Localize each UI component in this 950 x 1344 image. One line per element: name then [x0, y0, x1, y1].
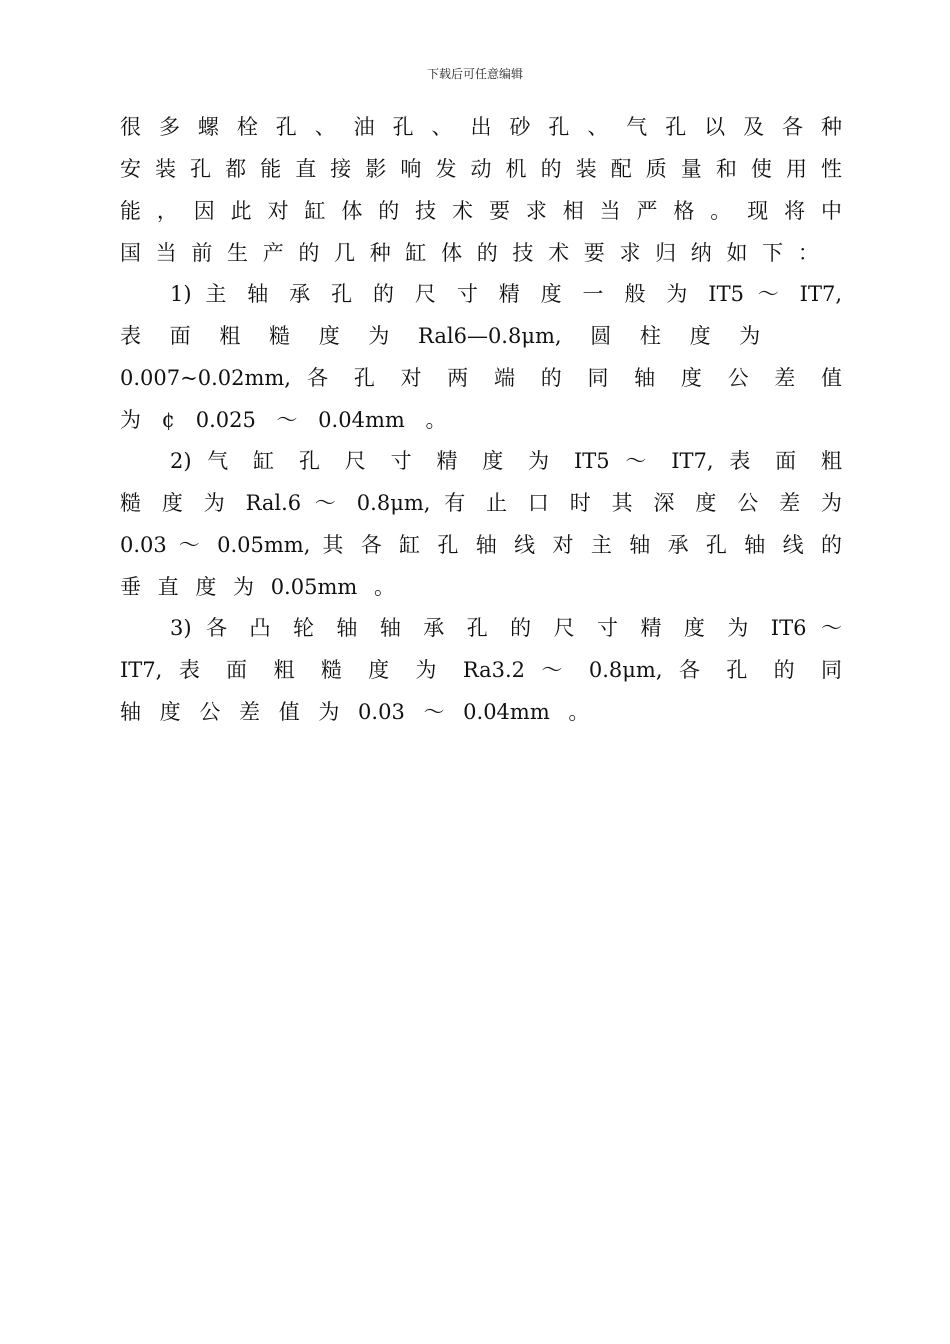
text-line: 轴 度 公 差 值 为 0.03 ～ 0.04mm 。 [120, 700, 590, 724]
text-line: 能 ， 因 此 对 缸 体 的 技 术 要 求 相 当 严 格 。 现 将 中 [120, 199, 842, 223]
text-line: 1) 主 轴 承 孔 的 尺 寸 精 度 一 般 为 IT5 ～ IT7, [170, 282, 842, 306]
text-line: 3) 各 凸 轮 轴 轴 承 孔 的 尺 寸 精 度 为 IT6 ～ [170, 616, 842, 640]
text-line: 0.007~0.02mm, 各 孔 对 两 端 的 同 轴 度 公 差 值 [120, 366, 842, 390]
text-line: 垂 直 度 为 0.05mm 。 [120, 575, 395, 599]
text-line: 很 多 螺 栓 孔 、 油 孔 、 出 砂 孔 、 气 孔 以 及 各 种 [120, 115, 842, 139]
text-line: 表 面 粗 糙 度 为 Ral6—0.8μm, 圆 柱 度 为 [120, 324, 761, 348]
text-line: IT7, 表 面 粗 糙 度 为 Ra3.2 ～ 0.8μm, 各 孔 的 同 [120, 658, 842, 682]
text-line: 安 装 孔 都 能 直 接 影 响 发 动 机 的 装 配 质 量 和 使 用 性 [120, 157, 842, 181]
text-line: 0.03 ～ 0.05mm, 其 各 缸 孔 轴 线 对 主 轴 承 孔 轴 线 的 [120, 533, 842, 557]
page-header: 下载后可任意编辑 [426, 67, 523, 81]
text-line: 糙 度 为 Ral.6 ～ 0.8μm, 有 止 口 时 其 深 度 公 差 为 [120, 491, 842, 515]
text-line: 国 当 前 生 产 的 几 种 缸 体 的 技 术 要 求 归 纳 如 下 ： [120, 241, 819, 265]
text-line: 为 ¢ 0.025 ～ 0.04mm 。 [120, 408, 447, 432]
text-line: 2) 气 缸 孔 尺 寸 精 度 为 IT5 ～ IT7, 表 面 粗 [170, 449, 842, 473]
